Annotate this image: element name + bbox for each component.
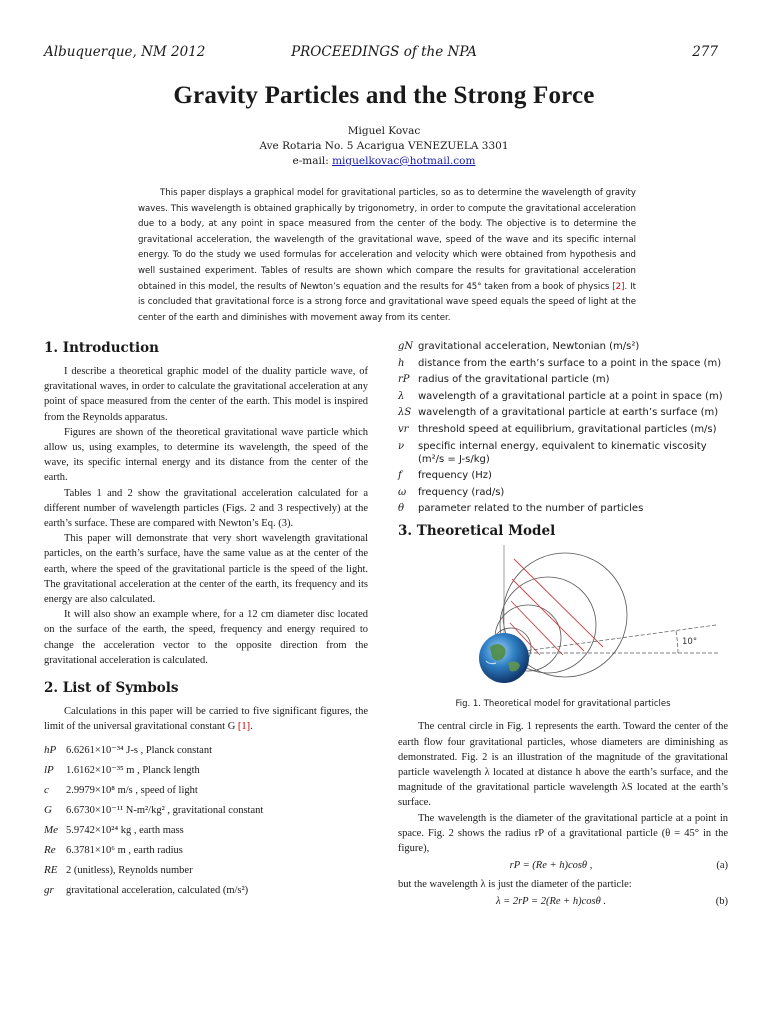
- symbol-row: [398, 486, 728, 499]
- symbol-definition: radius of the gravitational particle (m): [418, 374, 610, 386]
- symbol-name: λS: [398, 407, 412, 419]
- section-heading-theoretical-model: 3. Theoretical Model: [398, 523, 556, 540]
- symbol-name: Me: [44, 824, 59, 837]
- symbol-row: [398, 390, 728, 403]
- symbol-row: [44, 760, 368, 780]
- symbol-row: [398, 502, 728, 515]
- symbol-row: [44, 820, 368, 840]
- symbol-row: [398, 357, 728, 370]
- section-heading-introduction: 1. Introduction: [44, 340, 159, 356]
- symbol-row: [44, 840, 368, 860]
- email-label: e-mail:: [292, 155, 333, 167]
- symbol-row: [398, 406, 728, 419]
- figure-gravitational-particles: [398, 543, 728, 693]
- symbol-definition: wavelength of a gravitational particle at a point in space (m): [418, 390, 723, 402]
- symbol-definition: specific internal energy, equivalent to kinematic viscosity (m²/s = J-s/kg): [418, 440, 707, 465]
- symbol-definition: distance from the earth’s surface to a point in the space (m): [418, 357, 722, 369]
- citation-link[interactable]: [1]: [237, 721, 251, 733]
- intro-paragraph: I describe a theoretical graphic model of the duality particle wave, of gravitational waves, in order to calculate the gravitational acceleration at any point of space measured from the center of the earth. This model is inspired from the Reynolds apparatus.: [44, 366, 368, 423]
- model-paragraph: but the wavelength λ is just the diameter of the particle:: [398, 879, 632, 891]
- figure-caption: Fig. 1. Theoretical model for gravitational particles: [455, 699, 671, 710]
- symbol-definition: 6.3781×10⁶ m , earth radius: [66, 844, 183, 856]
- symbol-definition: parameter related to the number of particles: [418, 503, 644, 515]
- page-number: 277: [692, 44, 718, 60]
- symbol-row: [398, 423, 728, 436]
- running-header-journal: PROCEEDINGS of the NPA: [291, 44, 477, 60]
- intro-paragraph: Figures are shown of the theoretical gravitational wave particle which allow us, using examples, to determine its wavelength, the speed of the wave, its specific internal energy and its distance from the center of the earth.: [44, 426, 368, 484]
- symbol-name: hP: [44, 744, 57, 757]
- abstract: [138, 186, 636, 326]
- symbols-intro-end: .: [250, 721, 253, 733]
- symbol-row: [398, 469, 728, 482]
- symbol-name: λ: [398, 390, 405, 402]
- symbol-row: [44, 780, 368, 800]
- symbol-definition: threshold speed at equilibrium, gravitational particles (m/s): [418, 423, 717, 435]
- symbols-intro: [44, 704, 368, 734]
- symbols-intro-text: Calculations in this paper will be carried to five significant figures, the limit of the universal gravitational constant G: [44, 706, 368, 733]
- symbol-name: gN: [398, 341, 414, 352]
- abstract-text-1: This paper displays a graphical model for gravitational particles, so as to determine the wavelength of gravity waves. This wavelength is obtained graphically by trigonometry, in order to compute the gravitational acceleration due to a body, at any point in space measured from the center of the body. The objective is to determine the gravitational acceleration, the wavelength of the gravitational wave, speed of the wave and its specific internal energy. To do the study we used formulas for acceleration and velocity which were obtained from hypothesis and well sustained experiment. Tables of results are shown which compare the results for gravitational acceleration obtained in this model, the results of Newton’s equation and the results for 45° taken from a book of physics: [138, 188, 636, 292]
- email-link[interactable]: miguelkovac@hotmail.com: [332, 155, 476, 167]
- symbol-name: RE: [44, 864, 58, 877]
- equation-a: [398, 860, 728, 871]
- symbol-definition: 5.9742×10²⁴ kg , earth mass: [66, 824, 184, 836]
- symbol-name: θ: [398, 503, 405, 515]
- equation-expression: λ = 2rP = 2(Re + h)cosθ .: [495, 896, 607, 908]
- symbol-name: Re: [44, 844, 56, 857]
- symbol-definition: 2 (unitless), Reynolds number: [66, 864, 193, 876]
- symbol-definition: wavelength of a gravitational particle at earth’s surface (m): [418, 407, 719, 419]
- author-name: Miguel Kovac: [347, 125, 421, 137]
- symbol-definition: 6.6730×10⁻¹¹ N-m²/kg² , gravitational constant: [66, 805, 264, 817]
- symbol-row: [398, 440, 728, 466]
- symbol-definition: gravitational acceleration, calculated (m/s²): [66, 884, 249, 896]
- citation-link[interactable]: [2]: [612, 281, 625, 292]
- intro-paragraph: This paper will demonstrate that very short wavelength gravitational particles, on the earth’s surface, have the same value as at the center of the earth, where the speed of the gravitational particle is the speed of the light. The gravitational acceleration at the center of the earth, its frequency and its energy are also calculated.: [44, 533, 368, 606]
- symbol-definition: frequency (rad/s): [418, 486, 505, 498]
- earth-icon: [479, 633, 529, 683]
- equation-label: (a): [716, 860, 728, 872]
- symbol-definition: 1.6162×10⁻³⁵ m , Planck length: [66, 765, 200, 777]
- symbol-name: lP: [44, 764, 54, 777]
- symbol-name: gr: [44, 884, 54, 897]
- symbol-definition: 6.6261×10⁻³⁴ J-s , Planck constant: [66, 745, 213, 757]
- symbol-row: [44, 860, 368, 880]
- abstract-text-2: . It is concluded that gravitational force is a strong force and gravitational wave speed equals the speed of light at the center of the earth and diminishes with movement away from its center.: [138, 281, 636, 323]
- author-address: Ave Rotaria No. 5 Acarigua VENEZUELA 3301: [259, 140, 509, 152]
- symbol-row: [398, 373, 728, 386]
- section-heading-symbols: 2. List of Symbols: [44, 680, 179, 697]
- symbol-definition: frequency (Hz): [418, 470, 492, 482]
- intro-paragraph: It will also show an example where, for a 12 cm diameter disc located on the surface of the earth, the speed, frequency and energy required to change the acceleration vector to the opposite direction from the gravitational acceleration is calculated.: [44, 609, 368, 666]
- symbol-row: [44, 800, 368, 820]
- right-column: [398, 340, 728, 913]
- symbol-row: [398, 340, 728, 353]
- model-paragraph: The central circle in Fig. 1 represents the earth. Toward the center of the earth flow four gravitational particles, whose diameters are diminishing as demonstrated. Fig. 2 is an illustration of the magnitude of the gravitational particle wavelength λ located at distance h above the earth’s surface, and the magnitude of the gravitational particle wavelength λS located at the earth’s surface.: [398, 721, 728, 809]
- symbol-definition: 2.9979×10⁸ m/s , speed of light: [66, 784, 198, 796]
- symbol-name: rP: [398, 374, 410, 386]
- symbol-name: G: [44, 804, 52, 817]
- running-header-location: Albuquerque, NM 2012: [44, 44, 206, 60]
- symbol-name: c: [44, 784, 49, 797]
- equation-b: [398, 896, 728, 907]
- symbol-name: vr: [398, 423, 409, 435]
- equation-label: (b): [715, 896, 728, 908]
- model-paragraph: The wavelength is the diameter of the gravitational particle at a point in space. Fig. 2 shows the radius rP of a gravitational particle (θ = 45° in the figure),: [398, 812, 728, 854]
- left-column: [44, 340, 368, 900]
- author-email-line: [0, 155, 768, 167]
- symbol-name: h: [398, 357, 405, 369]
- symbol-definition: gravitational acceleration, Newtonian (m/s²): [418, 341, 640, 352]
- equation-expression: rP = (Re + h)cosθ ,: [509, 860, 593, 872]
- symbol-name: f: [398, 470, 402, 482]
- symbol-name: ν: [398, 440, 405, 452]
- symbol-row: [44, 880, 368, 900]
- wavelength-chords: [510, 559, 603, 655]
- angle-label: 10°: [682, 637, 698, 648]
- symbol-row: [44, 740, 368, 760]
- intro-paragraph: Tables 1 and 2 show the gravitational acceleration calculated for a different number of wavelength particles (Figs. 2 and 3 respectively) at the earth’s surface. These are compared with Newton’s Eq. (3).: [44, 487, 368, 530]
- symbol-name: ω: [398, 486, 407, 498]
- paper-title: Gravity Particles and the Strong Force: [173, 82, 595, 109]
